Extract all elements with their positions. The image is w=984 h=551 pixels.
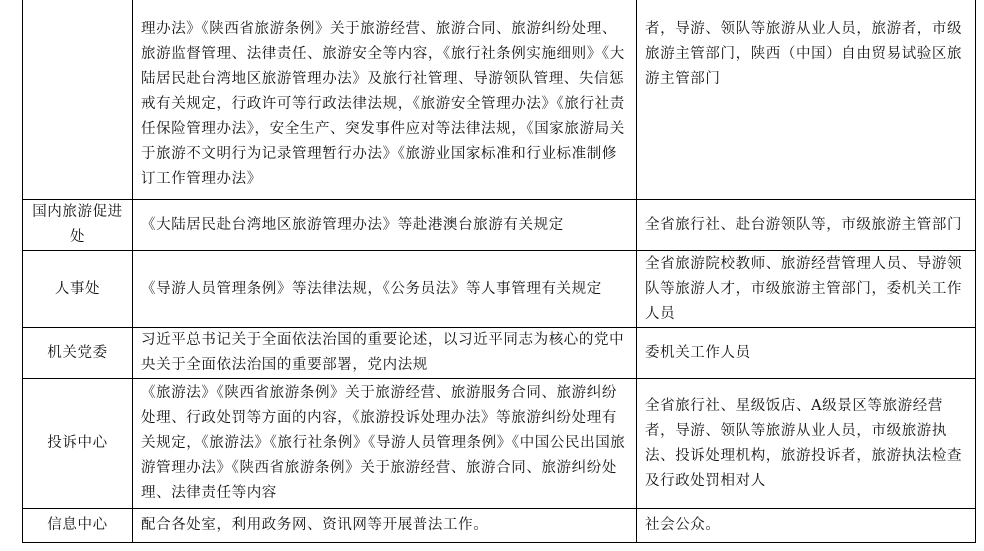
table-row xyxy=(23,328,976,379)
targets-cell xyxy=(637,328,976,379)
department-cell xyxy=(23,0,133,200)
targets-cell xyxy=(637,251,976,328)
laws-cell xyxy=(133,328,637,379)
targets-text: 全省旅行社、星级饭店、A级景区等旅游经营者，导游、领队等旅游从业人员，市级旅游执法、投诉处理机构，旅游投诉者，旅游执法检查及行政处罚相对人 xyxy=(645,397,963,489)
targets-text: 全省旅行社、赴台游领队等，市级旅游主管部门 xyxy=(645,216,963,233)
department-cell: 国内旅游促进处 xyxy=(23,200,133,251)
targets-text: 全省旅游院校教师、旅游经营管理人员、导游领队等旅游人才，市级旅游主管部门，委机关工作人员 xyxy=(645,255,963,322)
targets-cell xyxy=(637,200,976,251)
table-row xyxy=(23,379,976,509)
targets-cell xyxy=(637,509,976,543)
laws-cell xyxy=(133,251,637,328)
table-row xyxy=(23,251,976,328)
department-cell: 人事处 xyxy=(23,251,133,328)
page-margin xyxy=(0,0,22,551)
targets-text: 委机关工作人员 xyxy=(645,344,751,361)
table-row xyxy=(23,0,976,200)
law-publicity-table xyxy=(22,0,976,543)
laws-text: 《导游人员管理条例》等法律法规，《公务员法》等人事管理有关规定 xyxy=(141,280,602,297)
laws-cell xyxy=(133,379,637,509)
department-cell: 信息中心 xyxy=(23,509,133,543)
targets-cell xyxy=(637,379,976,509)
targets-text: 者，导游、领队等旅游从业人员，旅游者，市级旅游主管部门，陕西（中国）自由贸易试验区旅游主管部门 xyxy=(645,21,963,87)
table-row xyxy=(23,200,976,251)
laws-text: 《旅游法》《陕西省旅游条例》关于旅游经营、旅游服务合同、旅游纠纷处理、行政处罚等方面的内容，《旅游投诉处理办法》等旅游纠纷处理有关规定，《旅游法》《旅行社条例》《导游人员管理条例》《中国公民出国旅游管理办法》《陕西省旅游条例》关于旅游经营、旅游合同、旅游纠纷处理、法律责任等内容 xyxy=(141,385,626,501)
laws-text: 理办法》《陕西省旅游条例》关于旅游经营、旅游合同、旅游纠纷处理、旅游监督管理、法律责任、旅游安全等内容，《旅行社条例实施细则》《大陆居民赴台湾地区旅游管理办法》及旅行社管理、导游领队管理、失信惩戒有关规定，行政许可等行政法律法规，《旅游安全管理办法》《旅行社责任保险管理办法》，安全生产、突发事件应对等法律法规，《国家旅游局关于旅游不文明行为记录管理暂行办法》《旅游业国家标准和行业标准制修订工作管理办法》 xyxy=(141,21,625,187)
laws-text: 习近平总书记关于全面依法治国的重要论述，以习近平同志为核心的党中央关于全面依法治国的重要部署，党内法规 xyxy=(141,332,625,373)
laws-cell xyxy=(133,0,637,200)
laws-cell xyxy=(133,509,637,543)
laws-text: 配合各处室，利用政务网、资讯网等开展普法工作。 xyxy=(141,517,489,533)
table-row xyxy=(23,509,976,543)
targets-text: 社会公众。 xyxy=(645,517,721,533)
laws-text: 《大陆居民赴台湾地区旅游管理办法》等赴港澳台旅游有关规定 xyxy=(141,216,564,233)
department-cell: 机关党委 xyxy=(23,328,133,379)
targets-cell xyxy=(637,0,976,200)
laws-cell xyxy=(133,200,637,251)
department-cell: 投诉中心 xyxy=(23,379,133,509)
